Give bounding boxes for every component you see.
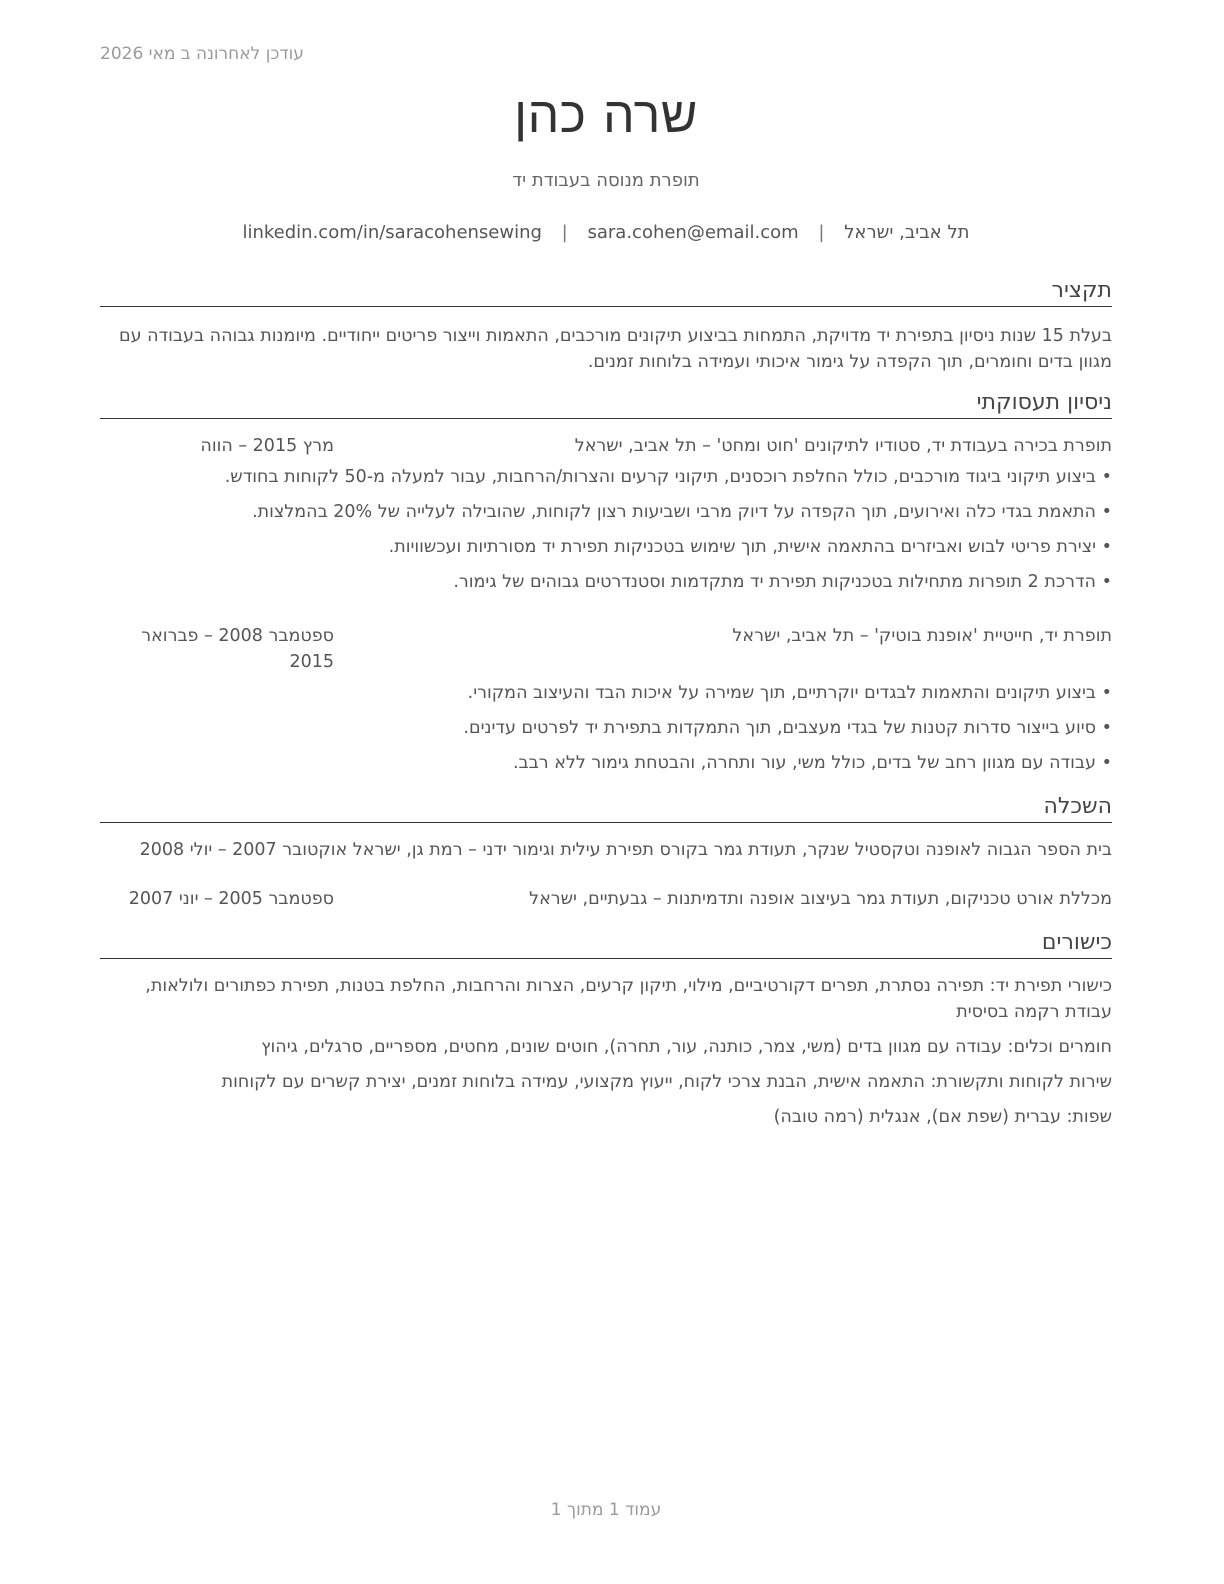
list-item: • הדרכת 2 תופרות מתחילות בטכניקות תפירת יד מתקדמות וסטנדרטים גבוהים של גימור. <box>100 569 1112 595</box>
job-bullets <box>100 680 1112 776</box>
education-entry <box>100 886 1112 912</box>
education-title: מכללת אורט טכניקום, תעודת גמר בעיצוב אופנה ותדמיתנות – גבעתיים, ישראל <box>529 889 1112 909</box>
education-section <box>100 792 1112 912</box>
skills-heading: כישורים <box>100 928 1112 959</box>
job-header <box>100 623 1112 675</box>
job-entry <box>100 433 1112 595</box>
job-dates: ספטמבר 2008 – פברואר 2015 <box>141 626 334 672</box>
education-dates: ספטמבר 2005 – יוני 2007 <box>128 889 334 909</box>
skills-section <box>100 928 1112 1130</box>
summary-heading: תקציר <box>100 276 1112 307</box>
list-item: • סיוע בייצור סדרות קטנות של בגדי מעצבים, תוך התמקדות בתפירת יד לפרטים עדינים. <box>100 715 1112 741</box>
summary-section <box>100 276 1112 375</box>
experience-section <box>100 388 1112 776</box>
job-dates: מרץ 2015 – הווה <box>200 436 334 456</box>
contact-separator: | <box>818 222 825 243</box>
education-heading: השכלה <box>100 792 1112 823</box>
contact-line <box>100 222 1112 243</box>
job-entry <box>100 623 1112 776</box>
skills-item: שירות לקוחות ותקשורת: התאמה אישית, הבנת צרכי לקוח, ייעוץ מקצועי, עמידה בלוחות זמנים, יצירת קשרים עם לקוחות <box>221 1072 1112 1092</box>
contact-linkedin-link[interactable]: linkedin.com/in/saracohensewing <box>242 222 542 243</box>
contact-email-link[interactable]: sara.cohen@email.com <box>587 222 799 243</box>
skills-item: חומרים וכלים: עבודה עם מגוון בדים (משי, צמר, כותנה, עור, תחרה), חוטים שונים, מחטים, מספריים, סרגלים, גיהוץ <box>261 1037 1112 1057</box>
skills-item: שפות: עברית (שפת אם), אנגלית (רמה טובה) <box>773 1107 1112 1127</box>
page-number-footer: עמוד 1 מתוך 1 <box>550 1500 662 1520</box>
list-item: • יצירת פריטי לבוש ואביזרים בהתאמה אישית, תוך שימוש בטכניקות תפירת יד מסורתיות ועכשוויות. <box>100 534 1112 560</box>
job-bullets <box>100 464 1112 595</box>
contact-location: תל אביב, ישראל <box>844 222 970 243</box>
list-item: • עבודה עם מגוון רחב של בדים, כולל משי, עור ותחרה, והבטחת גימור ללא רבב. <box>100 750 1112 776</box>
resume-page <box>100 0 1112 1584</box>
resume-tagline: תופרת מנוסה בעבודת יד <box>512 170 700 191</box>
resume-name: שרה כהן <box>514 86 698 144</box>
summary-text: בעלת 15 שנות ניסיון בתפירת יד מדויקת, התמחות בביצוע תיקונים מורכבים, התאמות וייצור פריטים ייחודיים. מיומנות גבוהה בעבודה עם מגוון בדים וחומרים, תוך הקפדה על גימור איכותי ועמידה בלוחות זמנים. <box>119 326 1112 372</box>
last-updated-note: עודכן לאחרונה ב מאי 2026 <box>100 44 304 64</box>
list-item: • ביצוע תיקונים והתאמות לבגדים יוקרתיים, תוך שמירה על איכות הבד והעיצוב המקורי. <box>100 680 1112 706</box>
experience-heading: ניסיון תעסוקתי <box>100 388 1112 419</box>
contact-separator: | <box>561 222 568 243</box>
job-header <box>100 433 1112 459</box>
job-title: תופרת בכירה בעבודת יד, סטודיו לתיקונים 'חוט ומחט' – תל אביב, ישראל <box>574 436 1112 456</box>
list-item: • ביצוע תיקוני ביגוד מורכבים, כולל החלפת רוכסנים, תיקוני קרעים והצרות/הרחבות, עבור למעלה מ-50 לקוחות בחודש. <box>100 464 1112 490</box>
job-title: תופרת יד, חייטיית 'אופנת בוטיק' – תל אביב, ישראל <box>732 626 1112 646</box>
education-entry: בית הספר הגבוה לאופנה וטקסטיל שנקר, תעודת גמר בקורס תפירת עילית וגימור ידני – רמת גן, ישראל אוקטובר 2007 – יולי 2008 <box>139 840 1112 860</box>
list-item: • התאמת בגדי כלה ואירועים, תוך הקפדה על דיוק מרבי ושביעות רצון לקוחות, שהובילה לעלייה של 20% בהמלצות. <box>100 499 1112 525</box>
skills-item: כישורי תפירת יד: תפירה נסתרת, תפרים דקורטיביים, מילוי, תיקון קרעים, הצרות והרחבות, החלפת בטנות, תפירת כפתורים ולולאות, עבודת רקמה בסיסית <box>145 976 1112 1022</box>
